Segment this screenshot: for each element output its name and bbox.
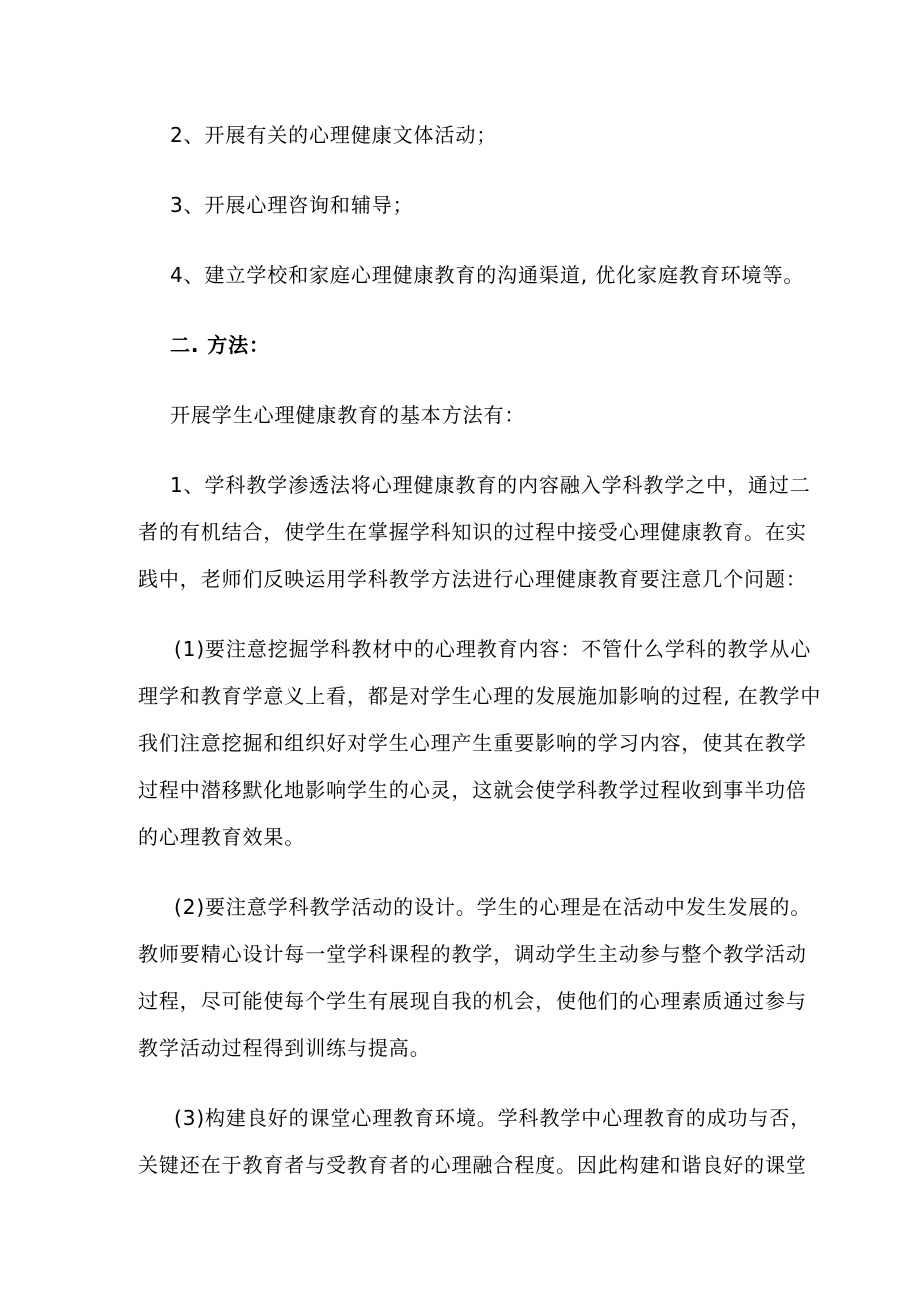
method1-line-2: 者的有机结合，使学生在掌握学科知识的过程中接受心理健康教育。在实 [138, 520, 807, 544]
list-item-2: 2、开展有关的心理健康文体活动； [170, 123, 498, 147]
point1-line-3: 我们注意挖掘和组织好对学生心理产生重要影响的学习内容，使其在教学 [138, 731, 807, 755]
point2-line-4: 教学活动过程得到训练与提高。 [138, 1036, 431, 1060]
intro-paragraph: 开展学生心理健康教育的基本方法有： [170, 403, 526, 427]
point1-line-1: (1)要注意挖掘学科教材中的心理教育内容：不管什么学科的教学从心 [174, 637, 812, 661]
point2-line-3: 过程，尽可能使每个学生有展现自我的机会，使他们的心理素质通过参与 [138, 989, 807, 1013]
point1-line-5: 的心理教育效果。 [138, 825, 306, 849]
point3-line-2: 关键还在于教育者与受教育者的心理融合程度。因此构建和谐良好的课堂 [138, 1153, 807, 1177]
list-item-4: 4、建立学校和家庭心理健康教育的沟通渠道, 优化家庭教育环境等。 [170, 263, 805, 287]
point1-line-2: 理学和教育学意义上看，都是对学生心理的发展施加影响的过程, 在教学中 [138, 684, 822, 708]
method1-line-3: 践中，老师们反映运用学科教学方法进行心理健康教育要注意几个问题： [138, 567, 807, 591]
list-item-3: 3、开展心理咨询和辅导； [170, 193, 414, 217]
point1-line-4: 过程中潜移默化地影响学生的心灵，这就会使学科教学过程收到事半功倍 [138, 778, 807, 802]
point2-line-1: (2)要注意学科教学活动的设计。学生的心理是在活动中发生发展的。 [174, 895, 812, 919]
point2-line-2: 教师要精心设计每一堂学科课程的教学，调动学生主动参与整个教学活动 [138, 942, 807, 966]
section-heading: 二. 方法： [170, 333, 270, 357]
point3-line-1: (3)构建良好的课堂心理教育环境。学科教学中心理教育的成功与否， [174, 1106, 812, 1130]
method1-line-1: 1、学科教学渗透法将心理健康教育的内容融入学科教学之中，通过二 [170, 473, 811, 497]
